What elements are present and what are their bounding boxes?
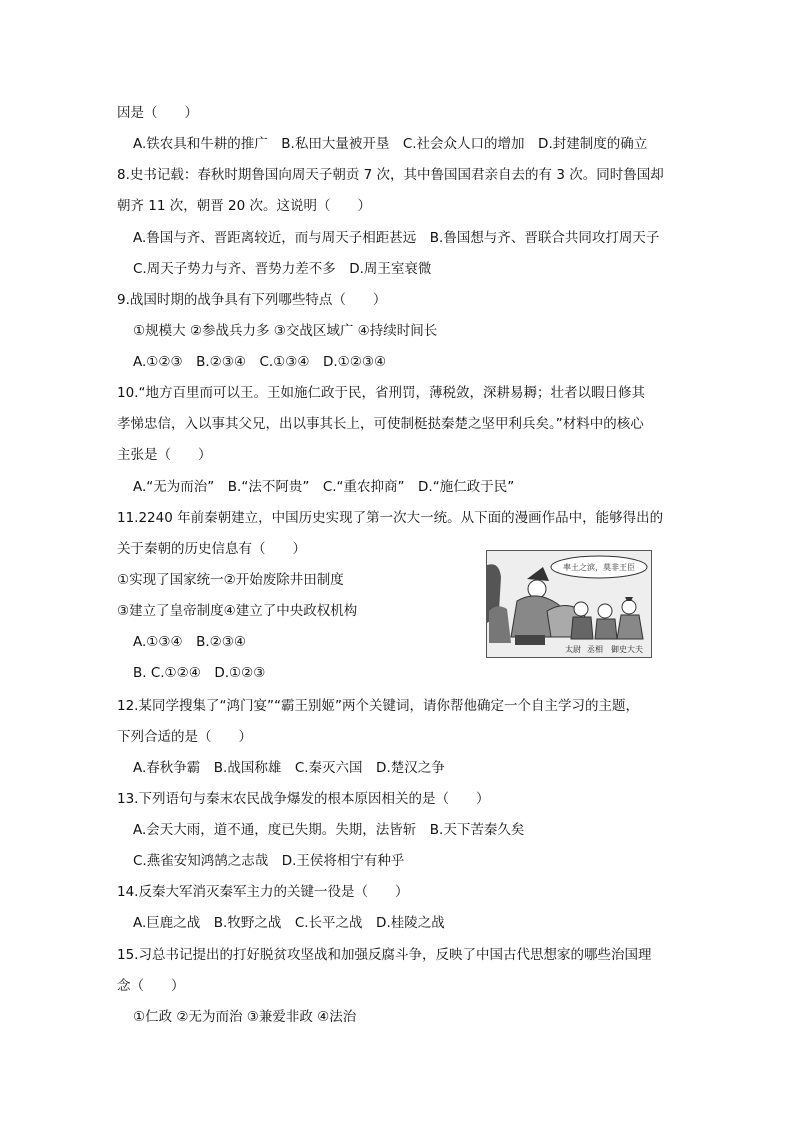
q10-stem-line2: 孝悌忠信，入以事其父兄，出以事其长上，可使制梃挞秦楚之坚甲利兵矣。”材料中的核心 (117, 416, 644, 432)
q13-stem: 13.下列语句与秦末农民战争爆发的根本原因相关的是（ ） (117, 791, 490, 807)
q14-options: A.巨鹿之战 B.牧野之战 C.长平之战 D.桂陵之战 (133, 915, 445, 931)
q9-items: ①规模大 ②参战兵力多 ③交战区域广 ④持续时间长 (133, 323, 438, 339)
q12-stem-line2: 下列合适的是（ ） (117, 729, 252, 745)
q11-items-line2: ③建立了皇帝制度④建立了中央政权机构 (117, 603, 358, 619)
q15-stem-line2: 念（ ） (117, 978, 185, 994)
q8-options-line1: A.鲁国与齐、晋距离较近，而与周天子相距甚远 B.鲁国想与齐、晋联合共同攻打周天子 (133, 230, 660, 246)
q7-options: A.铁农具和牛耕的推广 B.私田大量被开垦 C.社会众人口的增加 D.封建制度的确立 (133, 136, 648, 152)
q15-stem-line1: 15.习总书记提出的打好脱贫攻坚战和加强反腐斗争，反映了中国古代思想家的哪些治国理 (117, 947, 652, 963)
caption-chengxiang: 丞相 (587, 645, 603, 654)
q7-stem-end: 因是（ ） (117, 105, 198, 121)
qin-cartoon-image (486, 550, 652, 658)
q9-options: A.①②③ B.②③④ C.①③④ D.①②③④ (133, 354, 387, 370)
q8-options-line2: C.周天子势力与齐、晋势力差不多 D.周王室衰微 (133, 261, 432, 277)
q10-options: A.“无为而治” B.“法不阿贵” C.“重农抑商” D.“施仁政于民” (133, 479, 515, 495)
q11-stem-line1: 11.2240 年前秦朝建立，中国历史实现了第一次大一统。从下面的漫画作品中，能够得出的 (117, 510, 664, 526)
q11-options-line1: A.①③④ B.②③④ (133, 634, 246, 650)
q12-options: A.春秋争霸 B.战国称雄 C.秦灭六国 D.楚汉之争 (133, 760, 445, 776)
q8-stem-line1: 8.史书记载：春秋时期鲁国向周天子朝贡 7 次，其中鲁国国君亲自去的有 3 次。同时鲁国却 (117, 167, 664, 183)
caption-yushidafu: 御史大夫 (611, 645, 643, 654)
speech-bubble-text: 率土之滨，莫非王臣 (563, 563, 635, 572)
q12-stem-line1: 12.某同学搜集了“鸿门宴”“霸王别姬”两个关键词，请你帮他确定一个自主学习的主题， (117, 698, 639, 714)
q10-stem-line1: 10.“地方百里而可以王。王如施仁政于民，省刑罚，薄税敛，深耕易耨；壮者以暇日修其 (117, 385, 645, 401)
q9-stem: 9.战国时期的战争具有下列哪些特点（ ） (117, 292, 387, 308)
q13-options-line2: C.燕雀安知鸿鹄之志哉 D.王侯将相宁有种乎 (133, 853, 405, 869)
q11-stem-line2: 关于秦朝的历史信息有（ ） (117, 541, 306, 557)
cartoon-drawing (487, 551, 651, 657)
q8-stem-line2: 朝齐 11 次，朝晋 20 次。这说明（ ） (117, 198, 372, 214)
q10-stem-line3: 主张是（ ） (117, 447, 212, 463)
caption-taiwei: 太尉 (565, 645, 581, 654)
q11-options-line2: B. C.①②④ D.①②③ (133, 665, 266, 681)
q15-items: ①仁政 ②无为而治 ③兼爱非政 ④法治 (133, 1009, 357, 1025)
q11-items-line1: ①实现了国家统一②开始废除井田制度 (117, 572, 344, 588)
q13-options-line1: A.会天大雨，道不通，度已失期。失期，法皆斩 B.天下苦秦久矣 (133, 822, 525, 838)
q14-stem: 14.反秦大军消灭秦军主力的关键一役是（ ） (117, 884, 409, 900)
